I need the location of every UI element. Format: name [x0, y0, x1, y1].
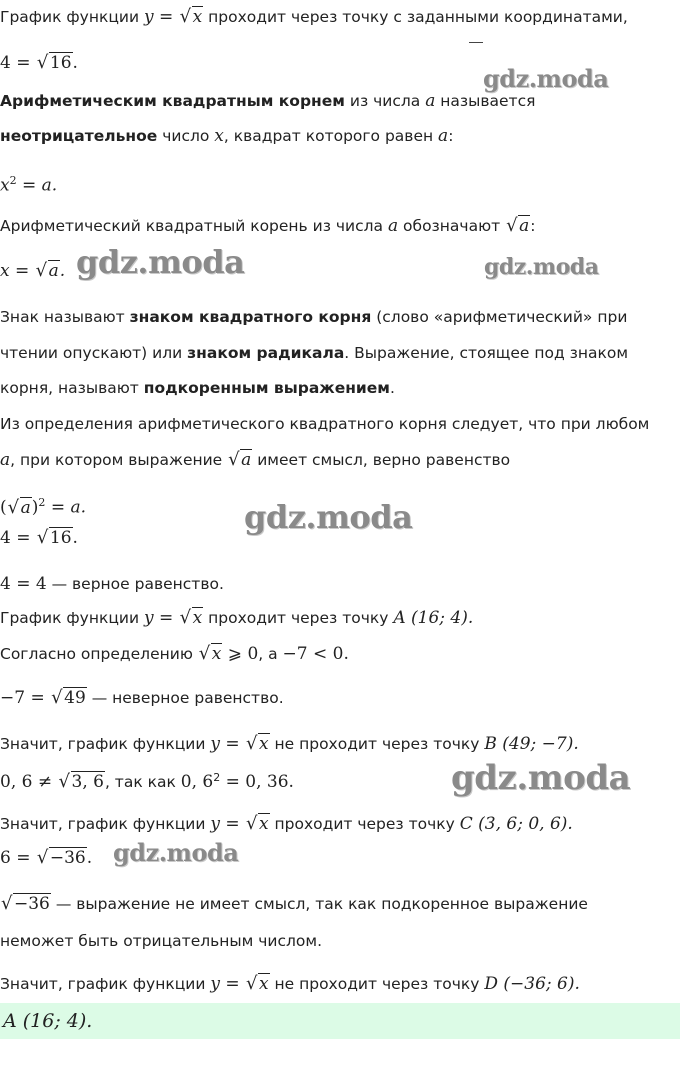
term: подкоренным выражением: [143, 379, 390, 397]
watermark: gdz.moda: [76, 243, 245, 281]
text-line-9: чтении опускают) или знаком радикала. Выражение, стоящее под знаком: [0, 344, 629, 362]
term: знаком радикала: [187, 344, 345, 362]
text-line-11: Из определения арифметического квадратного корня следует, что при любом: [0, 415, 650, 433]
sqrt: √ 16: [36, 527, 72, 548]
text-line-16: График функции y = √ x проходит через точку A (16; 4).: [0, 607, 474, 628]
text-line-7: x = √ a.: [0, 260, 66, 281]
math: y =: [143, 7, 179, 27]
sqrt: √ 3, 6: [58, 771, 104, 793]
text-line-13: ( √ a)$^2$ = a.: [0, 496, 87, 518]
watermark: gdz.moda: [113, 838, 239, 867]
text: График функции: [0, 8, 140, 26]
text-line-25: Значит, график функции y = √ x не проходит через точку D (−36; 6).: [0, 973, 580, 994]
text-line-10: корня, называют подкоренным выражением.: [0, 379, 395, 397]
watermark: gdz.moda: [483, 64, 609, 93]
sqrt: √ 49: [51, 687, 86, 708]
text: проходит через точку с заданными координатами,: [203, 8, 628, 26]
watermark: gdz.moda: [484, 254, 599, 280]
sqrt: √ −36: [1, 893, 50, 914]
text-line-3: Арифметическим квадратным корнем из числа a называется: [0, 91, 536, 111]
text-line-12: a, при котором выражение √ a имеет смысл, верно равенство: [0, 449, 511, 470]
term: неотрицательное: [0, 127, 158, 145]
stray-mark: [469, 42, 483, 43]
sqrt: √ x: [245, 973, 269, 994]
sqrt: √ x: [245, 733, 269, 754]
text-line-20: 0, 6 ≠ √ 3, 6, так как 0, $6^2 = 0$, 36.: [0, 771, 294, 793]
text-line-6: Арифметический квадратный корень из числа a обозначают √ a:: [0, 215, 536, 236]
sqrt: √ x: [179, 6, 203, 27]
text-line-8: Знак называют знаком квадратного корня (слово «арифметический» при: [0, 308, 628, 326]
watermark: gdz.moda: [244, 498, 413, 536]
term: знаком квадратного корня: [129, 308, 372, 326]
sqrt: √ −36: [36, 847, 86, 868]
sqrt: √ a: [35, 260, 59, 281]
text-line-2: 4 = √ 16.: [0, 52, 78, 73]
text-line-23: √ −36 — выражение не имеет смысл, так как подкоренное выражение: [1, 893, 588, 914]
text-line-5: $x^2 = a$.: [0, 174, 58, 196]
text-line-4: неотрицательное число x, квадрат которого равен a:: [0, 126, 454, 146]
text-line-19: Значит, график функции y = √ x не проходит через точку B (49; −7).: [0, 733, 579, 754]
answer-text: A (16; 4).: [3, 1010, 93, 1032]
text-line-21: Значит, график функции y = √ x проходит через точку C (3, 6; 0, 6).: [0, 813, 573, 834]
watermark: gdz.moda: [451, 758, 631, 798]
text-line-1: [0, 6, 628, 28]
text-line-14: 4 = √ 16.: [0, 527, 78, 548]
sqrt: √ a: [228, 449, 252, 470]
term: Арифметическим квадратным корнем: [0, 92, 345, 110]
sqrt: √ x: [179, 607, 203, 628]
sqrt: √ x: [245, 813, 269, 834]
text-line-22: 6 = √ −36.: [0, 847, 93, 868]
text-line-15: 4 = 4 — верное равенство.: [0, 574, 224, 594]
sqrt: √ a: [506, 215, 530, 236]
text-line-18: −7 = √ 49 — неверное равенство.: [0, 687, 284, 708]
sqrt: √ x: [198, 643, 222, 664]
sqrt: √ 16: [36, 52, 72, 73]
answer-box: [0, 1003, 680, 1039]
text-line-24: неможет быть отрицательным числом.: [0, 932, 323, 950]
sqrt: √ a: [7, 496, 31, 518]
text-line-17: Согласно определению √ x ⩾ 0, а −7 < 0.: [0, 643, 349, 664]
